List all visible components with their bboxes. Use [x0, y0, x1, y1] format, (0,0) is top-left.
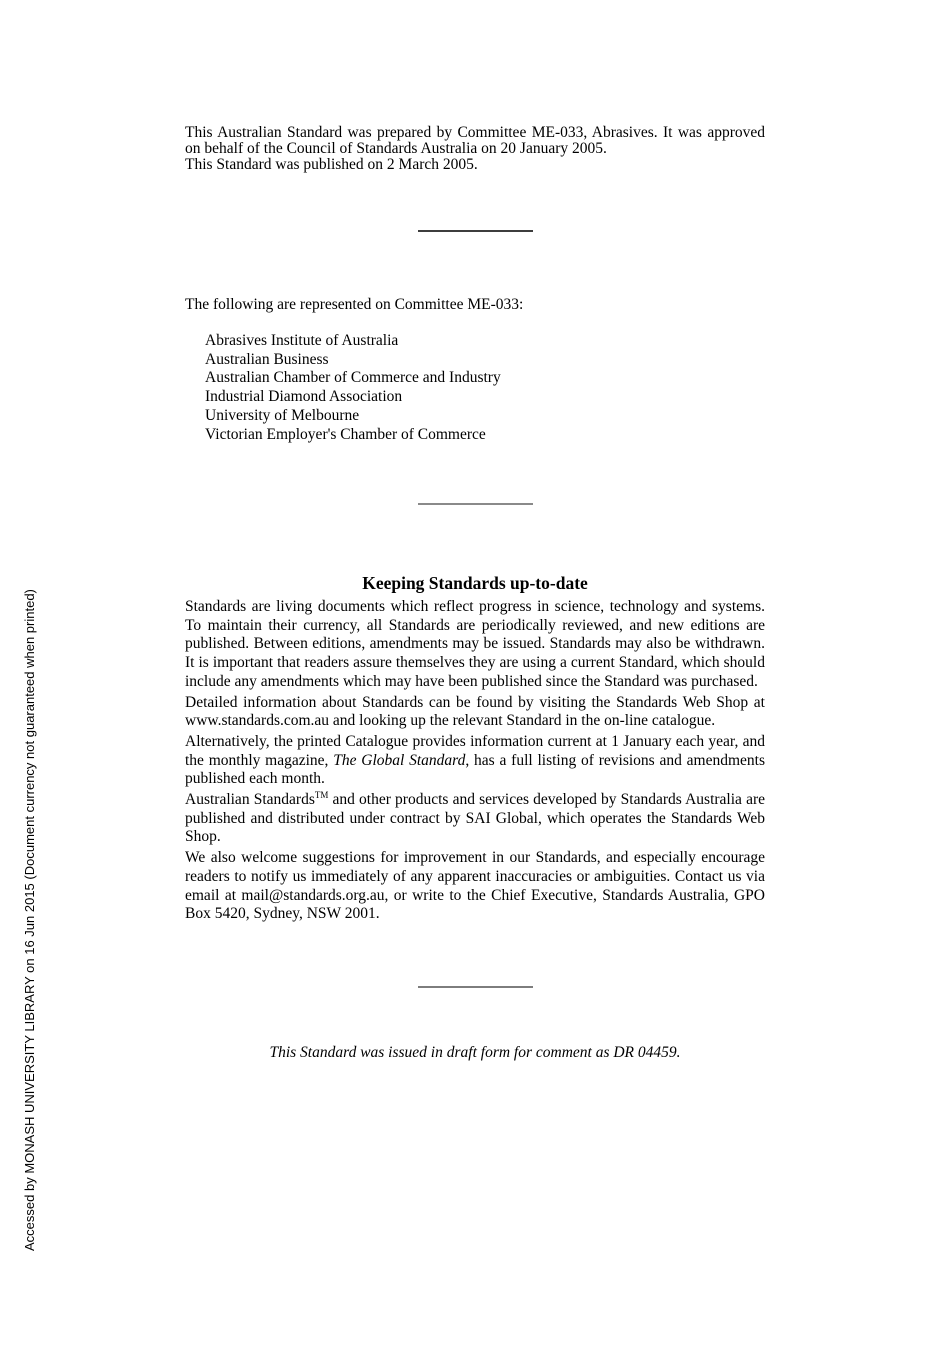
keeping-paragraph-2: Detailed information about Standards can be found by visiting the Standards Web Shop at www.standards.com.au and looking up the relevant Standard in the on-line catalogue. [185, 693, 765, 730]
paragraph-text: , has a full listing of revisions and amendments published each month. [185, 751, 765, 788]
magazine-title: The Global Standard [333, 751, 466, 769]
committee-member-list [205, 332, 765, 444]
committee-intro-line: The following are represented on Committee ME-033: [185, 296, 524, 313]
list-item: University of Melbourne [205, 406, 360, 424]
keeping-paragraph-1: Standards are living documents which reflect progress in science, technology and systems. To maintain their currency, all Standards are periodically reviewed, and new editions are published. Between editions, amendments may be issued. Standards may also be withdrawn. It is important that readers assure themselves they are using a current Standard, which should include any amendments which may have been published since the Standard was purchased. [185, 598, 765, 690]
preparation-note [185, 125, 765, 172]
list-item: Victorian Employer's Chamber of Commerce [205, 425, 486, 443]
divider-rule-top [418, 230, 533, 232]
preparation-paragraph: This Australian Standard was prepared by Committee ME-033, Abrasives. It was approved on behalf of the Council of Standards Australia on 20 January 2005. [185, 124, 765, 157]
keeping-standards-section [185, 573, 765, 926]
paragraph-text: and other products and services developed by Standards Australia are published and distributed under contract by SAI Global, which operates the Standards Web Shop. [185, 791, 765, 846]
list-item: Australian Chamber of Commerce and Industry [205, 369, 501, 387]
publication-date-line: This Standard was published on 2 March 2005. [185, 155, 478, 173]
library-access-watermark: Accessed by MONASH UNIVERSITY LIBRARY on 16 Jun 2015 (Document currency not guaranteed when printed) [22, 589, 37, 1251]
draft-comment-note: This Standard was issued in draft form for comment as DR 04459. [269, 1044, 681, 1061]
keeping-paragraph-4 [185, 791, 765, 847]
trademark-superscript: TM [314, 789, 329, 800]
section-heading: Keeping Standards up-to-date [362, 573, 588, 593]
divider-rule-bottom [418, 986, 533, 988]
list-item: Industrial Diamond Association [205, 388, 403, 406]
paragraph-text: Australian Standards [185, 791, 315, 809]
divider-rule-middle [418, 503, 533, 505]
list-item: Abrasives Institute of Australia [205, 332, 399, 349]
paragraph-text: Alternatively, the printed Catalogue provides information current at 1 January each year, and the monthly magazine, [185, 732, 765, 769]
list-item: Australian Business [205, 350, 329, 368]
keeping-paragraph-3 [185, 733, 765, 789]
keeping-paragraph-5: We also welcome suggestions for improvement in our Standards, and especially encourage readers to notify us immediately of any apparent inaccuracies or ambiguities. Contact us via email at mail@standards.org.au, or write to the Chief Executive, Standards Australia, GPO Box 5420, Sydney, NSW 2001. [185, 849, 765, 923]
